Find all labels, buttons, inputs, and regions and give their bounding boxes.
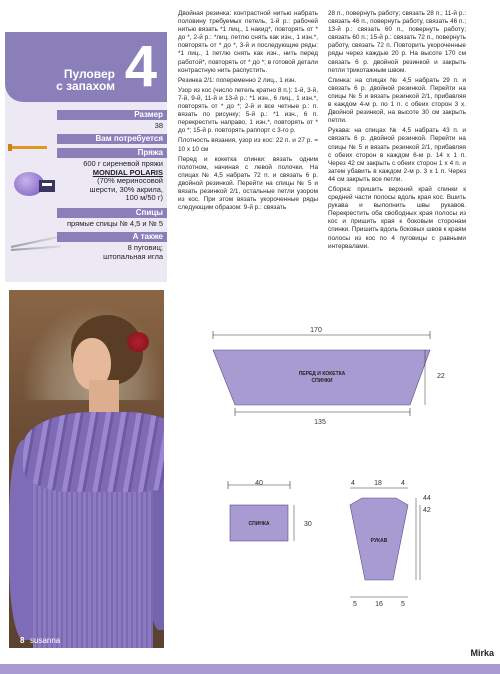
- yarn-line: MONDIAL POLARIS: [92, 167, 163, 177]
- size-value: 38: [154, 121, 163, 130]
- paragraph: Плотность вязания, узор из кос: 22 п. и 27 р. = 10 x 10 см: [178, 137, 318, 153]
- dim-back-height: 30: [304, 521, 312, 528]
- yarn-line: 600 г сиреневой пряжи: [83, 159, 163, 168]
- paragraph: Резинка 2/1: попеременно 2 лиц., 1 изн.: [178, 76, 297, 84]
- also-line: штопальная игла: [103, 251, 163, 261]
- photo-credit: susanna: [30, 636, 61, 645]
- paragraph: Спинка: на спицах № 4,5 набрать 29 п. и связать 6 р. двойной резинкой. Перейти на спицы № 5 и вязать резинкой 2/1, прибавляя в каждом 4-м р. по 1 п. с обеих сторон 3 х. Двойной резинкой, на высоте 30 см закрыть петли.: [328, 76, 466, 125]
- paragraph: Двойная резинка: контрастной нитью набрать половину требуемых петель, 1-й р.: рабочей нитью вязать *1 лиц., 1 накид*, повторять от * до *, 2-й р.: *лиц. петлю снять как изн., 1 изн.*, повторять от * до *, 3-й и последующие ряды: *1 лиц., 1 петлю снять как изн., нить перед работой*, повторять от * до *; в готовой детали контрастную нить распустить.: [178, 10, 318, 74]
- brand-logo: Mirka: [470, 648, 494, 658]
- yarn-line: (70% мериносовой: [97, 176, 163, 186]
- dim-sleeve-height-side: 42: [423, 507, 431, 514]
- paragraph: Сборка: пришить верхний край спинки к средней части полосы вдоль края кос. Вшить рукава и выполнить швы рукавов. Перекрестить оба свободных края полосы из кос и пришить края к боковым сторонам спинки. Пришить вдоль боковых швов к краям полосы из кос по 4 пуговицы с равными интервалами.: [328, 185, 466, 250]
- back-label: СПИНКА: [248, 521, 270, 527]
- pattern-number: 4: [124, 34, 157, 99]
- also-label: А также: [57, 232, 167, 242]
- bottom-bar: [0, 664, 500, 674]
- needles-value: прямые спицы № 4,5 и № 5: [67, 219, 163, 228]
- also-line: 8 пуговиц;: [127, 243, 163, 252]
- dim-front-top: 170: [310, 327, 322, 334]
- dim-back-width: 40: [255, 480, 263, 487]
- dim-sleeve-bottom-left: 5: [353, 601, 357, 608]
- yarn-label: Пряжа: [57, 148, 167, 158]
- paragraph: Перед и кокетка спинки: вязать одним полотном, начиная с левой полочки. На спицах № 4,5 набрать 72 п. и связать 6 р. двойной резинкой. Перейти на спицы № 5 и вязать резинкой 2/1, остальные петли узором из кос. При этом вязать укороченные ряды следующим образом: 9-й р.: связать: [178, 155, 318, 212]
- yarn-line: шерсти, 30% акрила,: [89, 184, 163, 194]
- page-number: 8: [20, 636, 25, 645]
- dim-front-height: 22: [437, 373, 445, 380]
- dim-sleeve-bottom-right: 5: [401, 601, 405, 608]
- pattern-title-line1: Пуловер: [63, 67, 115, 81]
- front-label-line2: СПИНКИ: [311, 378, 333, 384]
- size-label: Размер: [57, 110, 167, 120]
- front-yoke-schematic: [213, 327, 445, 426]
- dim-sleeve-bottom-mid: 16: [375, 601, 383, 608]
- front-label-line1: ПЕРЕД И КОКЕТКА: [298, 371, 346, 377]
- dim-sleeve-top-left: 4: [351, 480, 355, 487]
- dim-sleeve-top-mid: 18: [374, 480, 382, 487]
- sleeve-schematic: [350, 480, 431, 608]
- paragraph: 28 п., повернуть работу; связать 28 п.; 11-й р.: связать 46 п., повернуть работу, связать 46 п.; 13-й р.: связать 60 п., повернуть работу; связать 60 п.; 15-й р.: связать 72 п., повернуть работу, связать 72 п. Повторить укороченные ряды через каждые 20 р. На высоте 170 см связать 6 р. двойной резинкой и закрыть петли трикотажным швом.: [328, 10, 466, 74]
- paragraph: Узор из кос (число петель кратно 8 п.): 1-й, 3-й, 7-й, 9-й, 11-й и 13-й р.: *1 изн., 6 лиц., 1 изн.*, повторять от * до *; 2-й и все четные р.: п. вязать по рисунку; 5-й р.: *1 изн., 6 п. перекрестить направо, 1 изн.*, повторять от * до *; 15-й р. повторять раппорт с 3-го р.: [178, 86, 318, 135]
- back-schematic: [228, 480, 312, 541]
- dim-front-bottom: 135: [314, 419, 326, 426]
- pattern-title-line2: с запахом: [56, 79, 115, 93]
- paragraph: Рукава: на спицах № 4,5 набрать 43 п. и связать 6 р. двойной резинкой. Перейти на спицы № 5 и вязать резинкой 2/1, прибавляя с обеих сторон в каждом 6-м р. 14 х 1 п. Через 42 см закрыть с обеих сторон 1 х 4 п. и затем убавить в каждом 2-м р. 3 х 1 п. Через 44 см закрыть все петли.: [328, 127, 466, 183]
- needs-label: Вам потребуется: [57, 134, 167, 144]
- needles-label: Спицы: [57, 208, 167, 218]
- sleeve-label: РУКАВ: [370, 538, 388, 544]
- dim-sleeve-top-right: 4: [401, 480, 405, 487]
- dim-sleeve-height-total: 44: [423, 495, 431, 502]
- yarn-line: 100 м/50 г): [125, 193, 163, 203]
